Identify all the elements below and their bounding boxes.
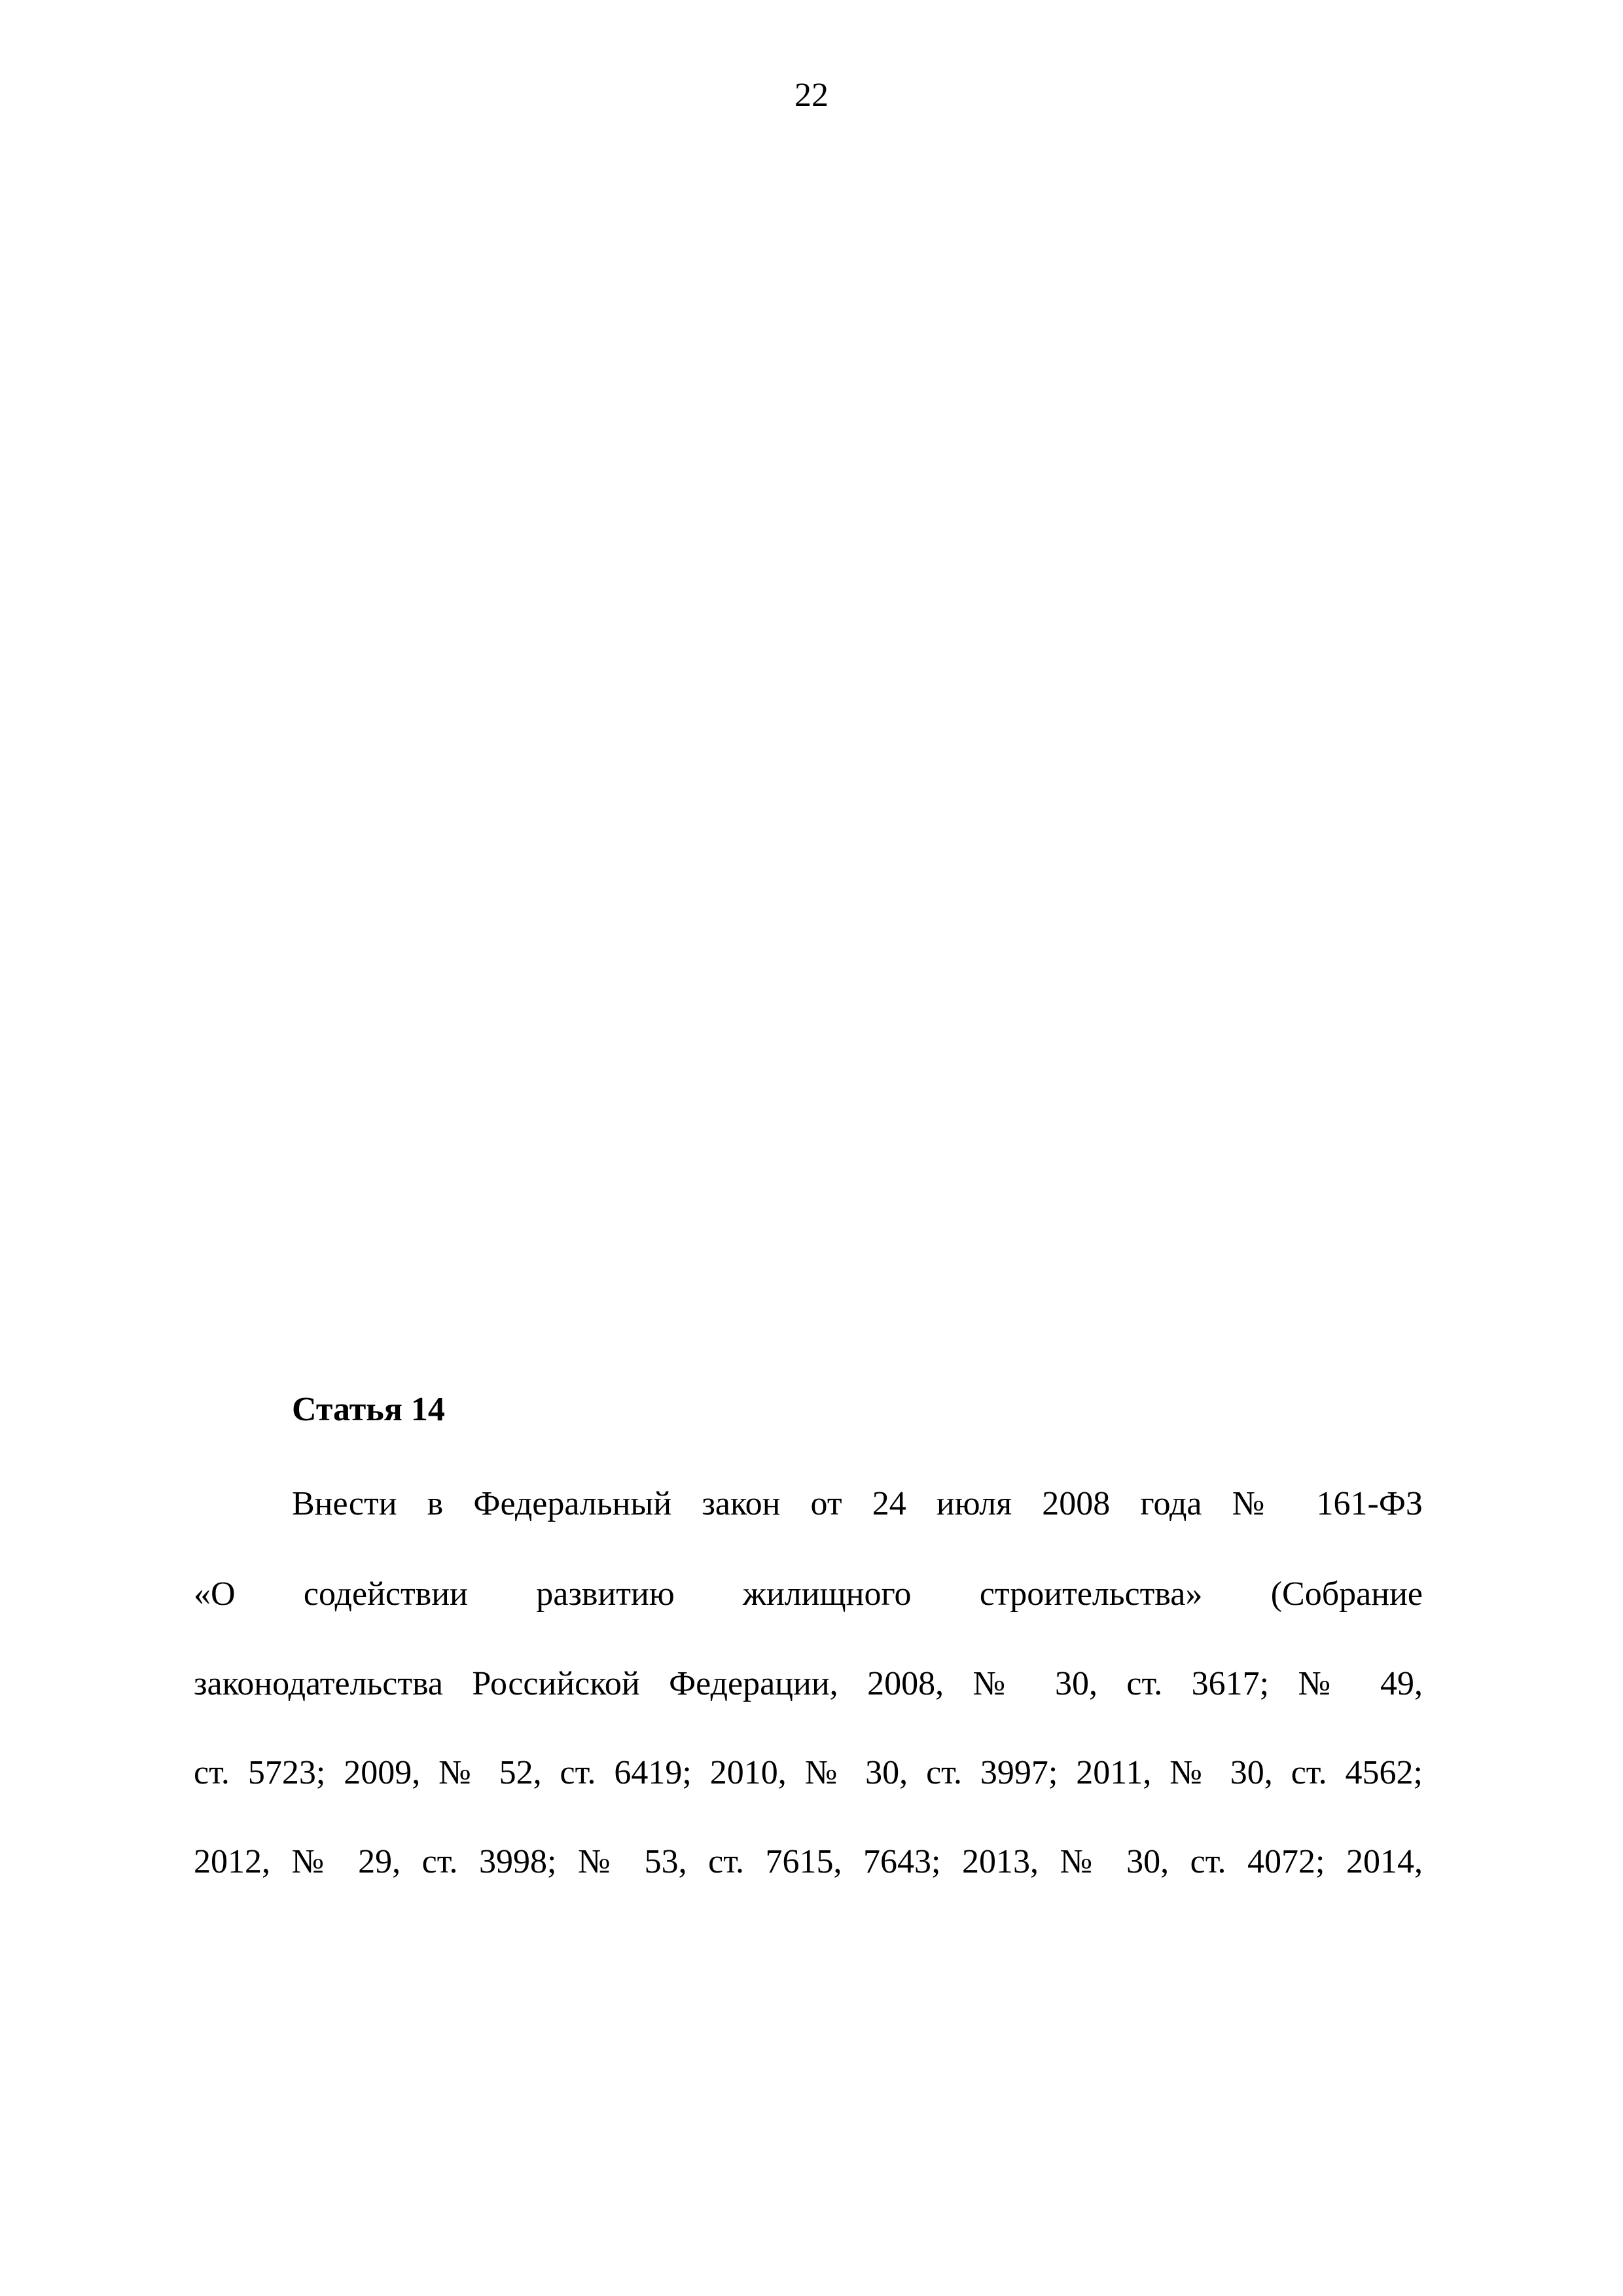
article-heading: Статья 14 — [292, 1391, 445, 1428]
page-number: 22 — [794, 77, 829, 114]
article-text-line-2: «О содействии развитию жилищного строительства» (Собрание — [194, 1575, 1423, 1613]
article-text-line-3: законодательства Российской Федерации, 2008, № 30, ст. 3617; № 49, — [194, 1665, 1423, 1702]
article-text-line-5: 2012, № 29, ст. 3998; № 53, ст. 7615, 7643; 2013, № 30, ст. 4072; 2014, — [194, 1843, 1423, 1880]
article-text-line-4: ст. 5723; 2009, № 52, ст. 6419; 2010, № 30, ст. 3997; 2011, № 30, ст. 4562; — [194, 1754, 1423, 1791]
article-text-line-1: Внести в Федеральный закон от 24 июля 2008 года № 161-ФЗ — [292, 1485, 1423, 1522]
